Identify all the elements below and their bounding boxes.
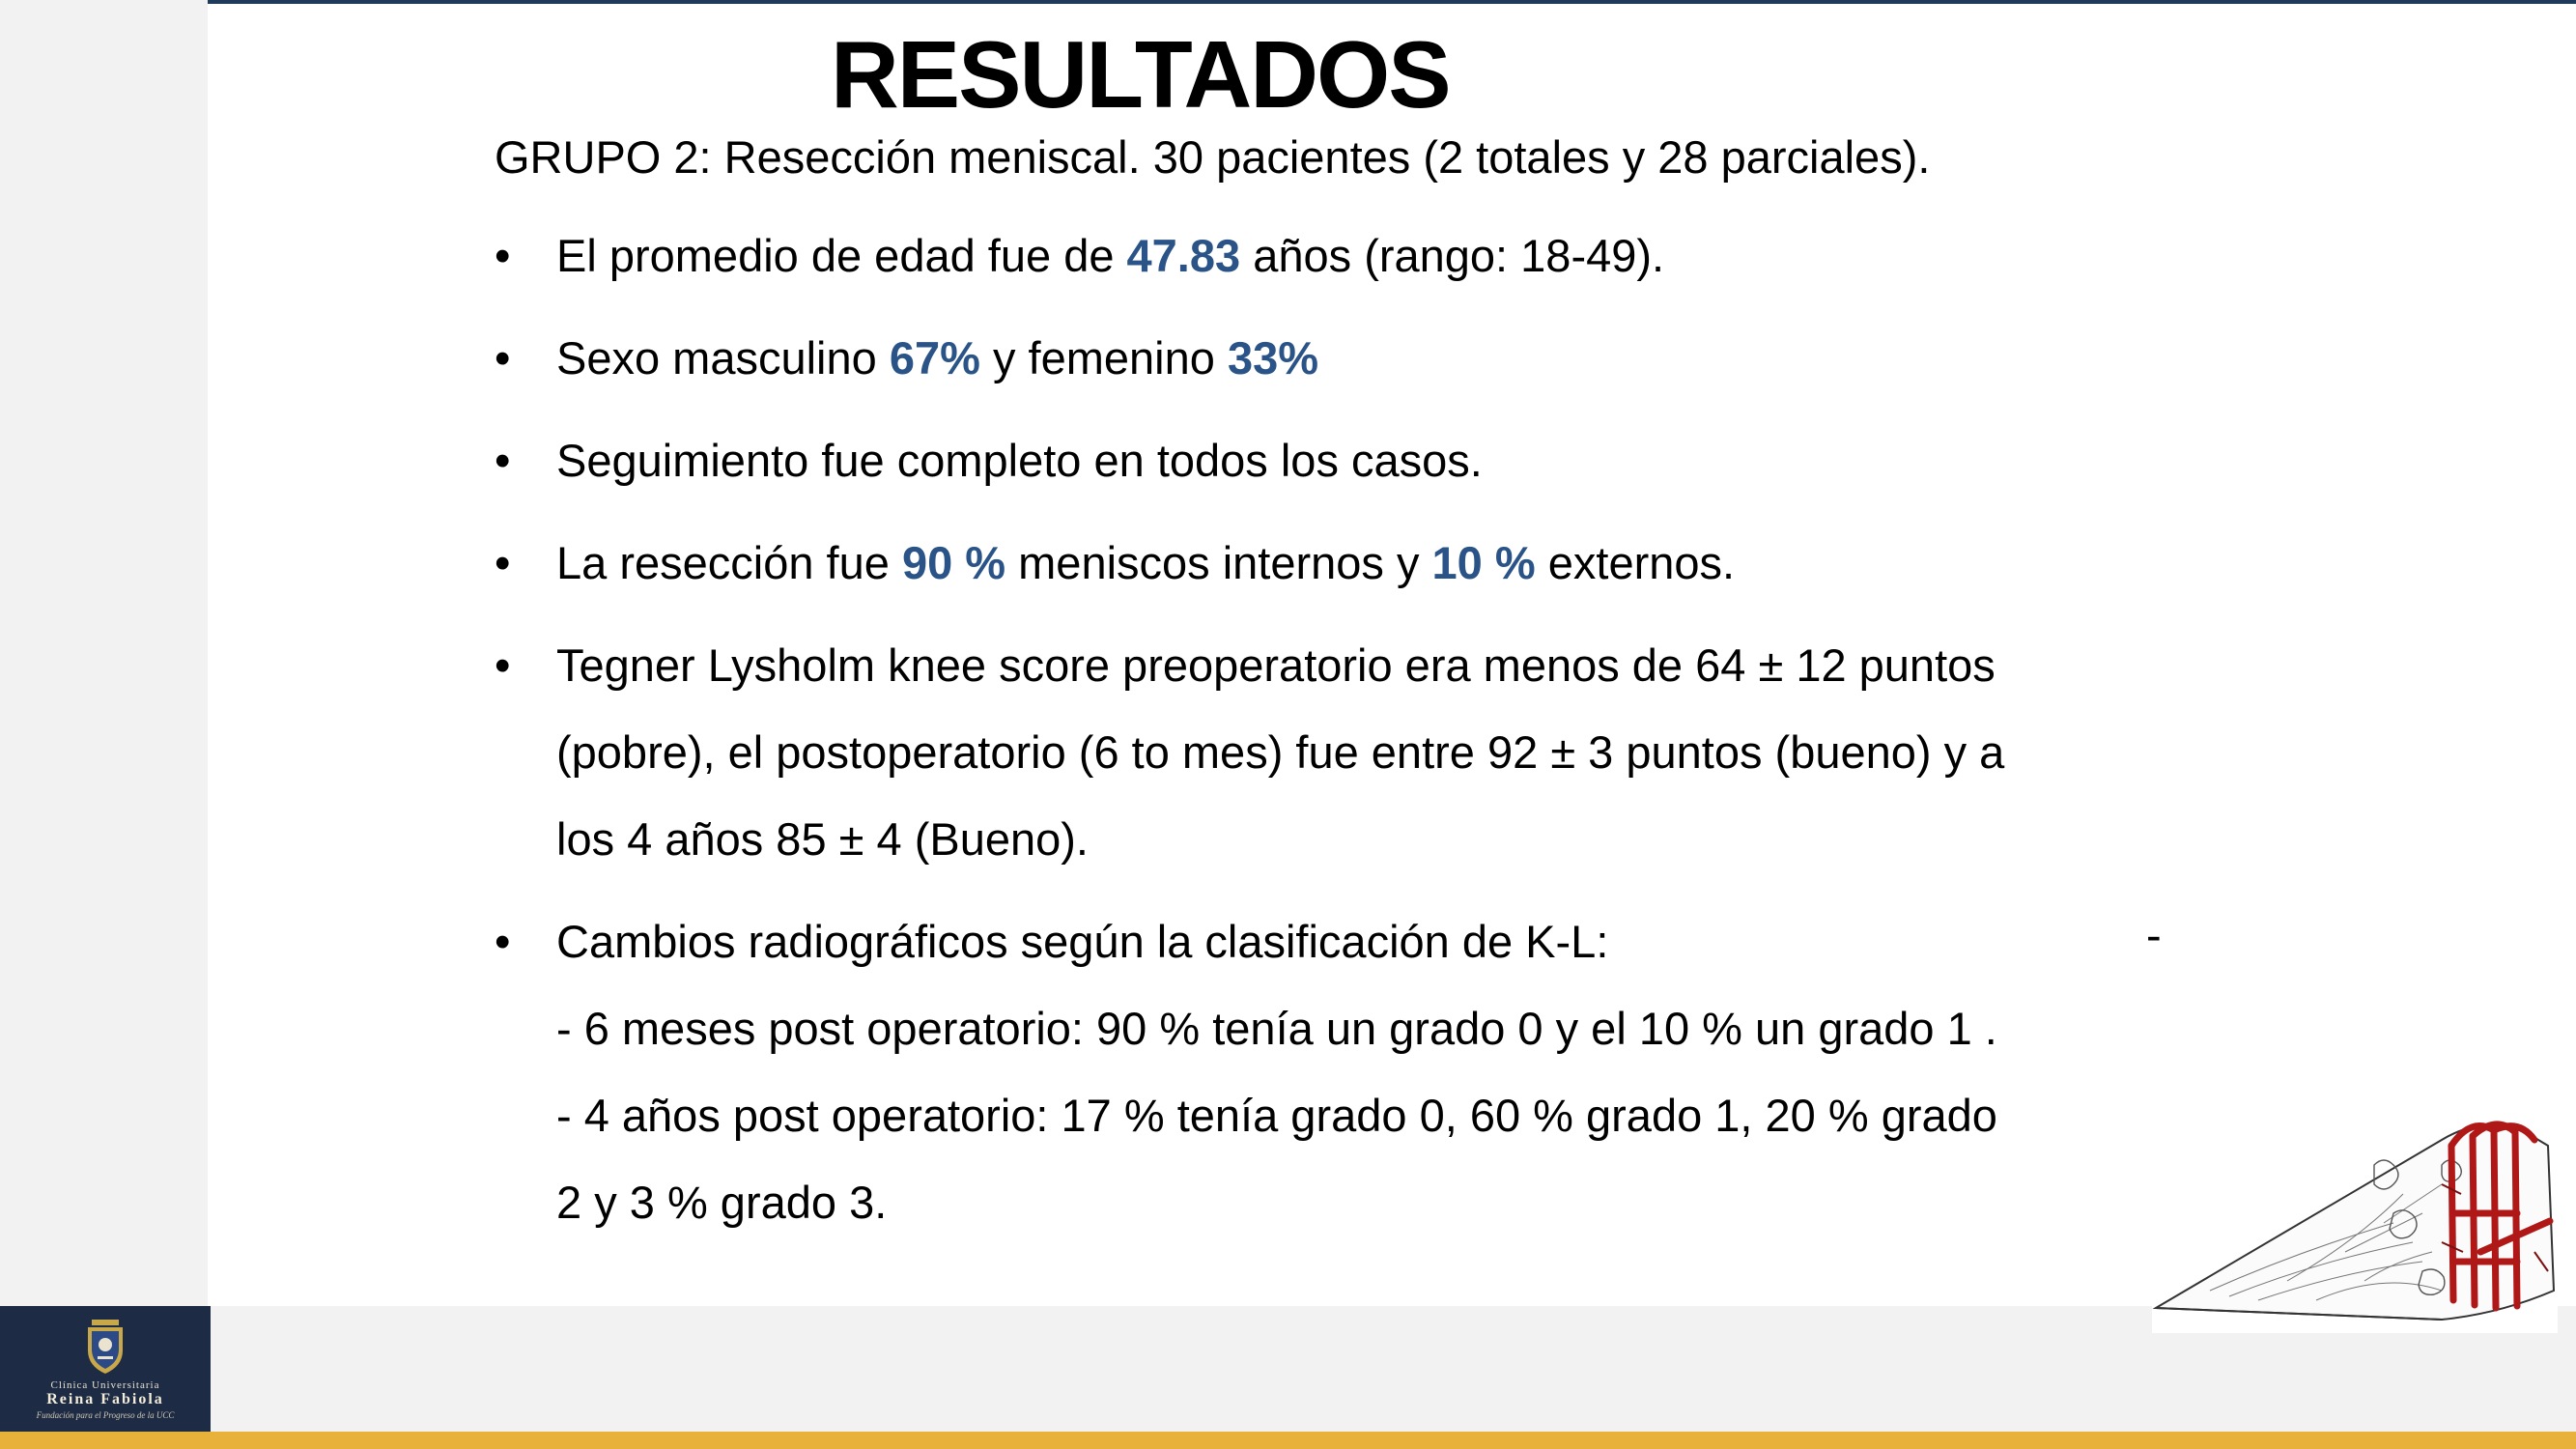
bullet-age-text <box>556 213 2185 299</box>
bullet-marker: • <box>495 230 511 281</box>
radiographic-line1: Cambios radiográficos según la clasificación de K-L: <box>556 916 1609 967</box>
female-percent: 33% <box>1227 332 1319 384</box>
lysholm-line3: los 4 años 85 ± 4 (Bueno). <box>556 813 1089 865</box>
age-mean-value: 47.83 <box>1126 230 1241 281</box>
text-segment: meniscos internos y <box>1005 537 1432 588</box>
bottom-accent-rule <box>0 1432 2576 1449</box>
bullet-sex <box>495 315 2185 402</box>
bullet-marker: • <box>495 537 511 588</box>
text-segment: externos. <box>1535 537 1736 588</box>
crest-emblem-icon <box>78 1318 132 1376</box>
bullet-marker: • <box>495 332 511 384</box>
radiographic-line3: - 4 años post operatorio: 17 % tenía grado 0, 60 % grado 1, 20 % grado <box>556 1090 1997 1141</box>
bullet-sex-text <box>556 315 2185 402</box>
bullet-marker: • <box>495 639 511 691</box>
trailing-dash: - <box>2146 909 2162 960</box>
logo-text-name: Reina Fabiola <box>46 1391 164 1407</box>
male-percent: 67% <box>889 332 980 384</box>
text-segment: y femenino <box>979 332 1228 384</box>
bullet-resection <box>495 520 2185 607</box>
bullet-followup <box>495 417 2185 504</box>
lysholm-line1: Tegner Lysholm knee score preoperatorio era menos de 64 ± 12 puntos <box>556 639 1996 691</box>
clinic-logo <box>0 1306 211 1432</box>
bullet-marker: • <box>495 435 511 486</box>
bullet-age <box>495 213 2185 299</box>
lysholm-line2: (pobre), el postoperatorio (6 to mes) fue entre 92 ± 3 puntos (bueno) y a <box>556 726 2005 778</box>
bullet-list <box>495 213 2185 1262</box>
slide-subtitle: GRUPO 2: Resección meniscal. 30 pacientes (2 totales y 28 parciales). <box>495 131 1931 183</box>
text-segment: Sexo masculino <box>556 332 890 384</box>
left-band <box>0 0 208 1306</box>
top-rule <box>0 0 2576 4</box>
external-meniscus-percent: 10 % <box>1431 537 1536 588</box>
bullet-resection-text <box>556 520 2185 607</box>
text-segment: años (rango: 18-49). <box>1240 230 1665 281</box>
bullet-followup-text: Seguimiento fue completo en todos los casos. <box>556 435 1483 486</box>
logo-text-tagline: Fundación para el Progreso de la UCC <box>36 1410 175 1420</box>
internal-meniscus-percent: 90 % <box>901 537 1006 588</box>
meniscus-vascular-illustration <box>2152 1107 2558 1333</box>
slide-title: RESULTADOS <box>831 21 1450 128</box>
bullet-marker: • <box>495 916 511 967</box>
bullet-radiographic <box>495 898 2185 1246</box>
bullet-lysholm <box>495 622 2185 883</box>
text-segment: La resección fue <box>556 537 902 588</box>
text-segment: El promedio de edad fue de <box>556 230 1127 281</box>
logo-text-line1: Clínica Universitaria <box>50 1379 160 1391</box>
radiographic-line4: 2 y 3 % grado 3. <box>556 1177 888 1228</box>
radiographic-line2: - 6 meses post operatorio: 90 % tenía un grado 0 y el 10 % un grado 1 . <box>556 1003 1997 1054</box>
